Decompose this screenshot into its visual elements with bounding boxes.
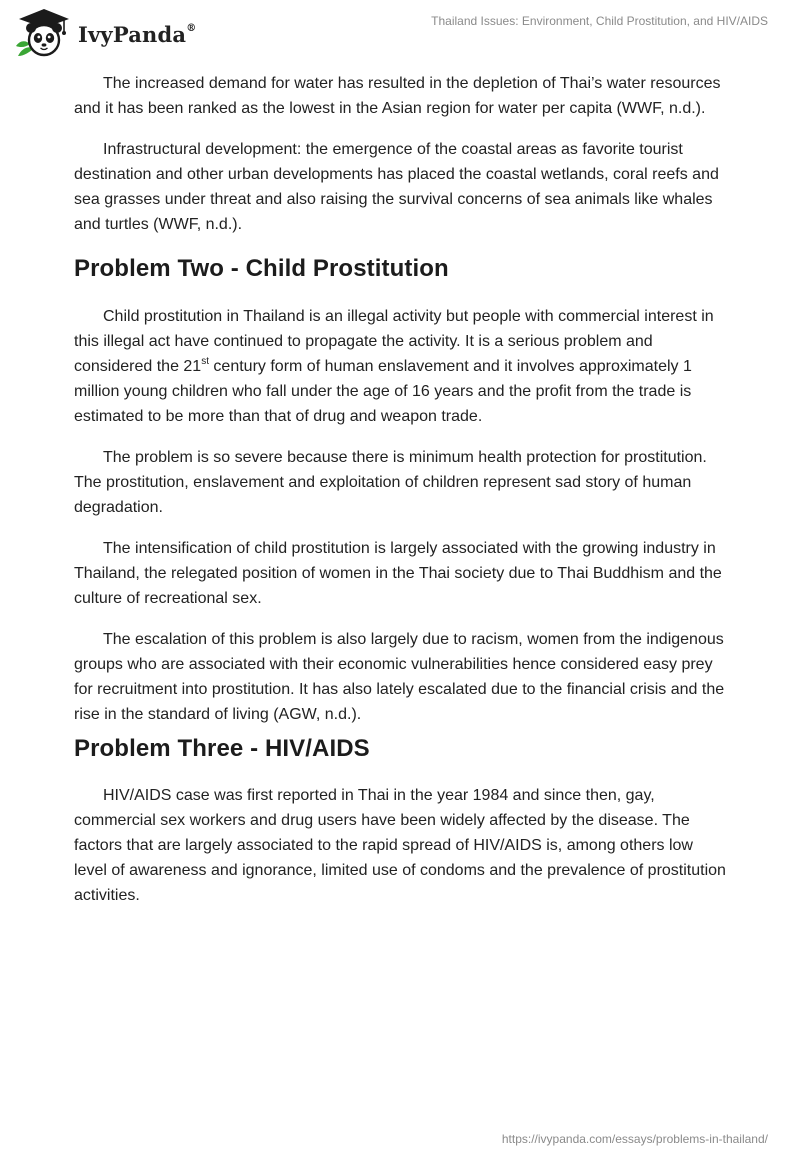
ordinal-suffix: st <box>201 356 209 367</box>
paragraph-water-resources: The increased demand for water has resulted in the depletion of Thai’s water resources and it has been ranked as the lowest in the Asian region for water per capita (WWF, n.d.). <box>74 75 721 117</box>
document-title: Thailand Issues: Environment, Child Prostitution, and HIV/AIDS <box>431 14 768 28</box>
heading-problem-two: Problem Two - Child Prostitution <box>74 255 449 282</box>
paragraph-escalation: The escalation of this problem is also largely due to racism, women from the indigenous groups who are associated with their economic vulnerabilities hence considered easy prey for recruitment into prostitution. It has also lately escalated due to the financial crisis and the rise in the standard of living (AGW, n.d.). <box>74 631 725 723</box>
paragraph-child-prostitution-part2: century form of human enslavement and it involves approximately 1 million young children who fall under the age of 16 years and the profit from the trade is estimated to be more than that of drug and weapon trade. <box>74 358 692 425</box>
paragraph-child-prostitution-part1: Child prostitution in Thailand is an illegal activity but people with commercial interest in this illegal act have continued to propagate the activity. It is a serious problem and considered the 21 <box>74 308 714 375</box>
paragraph-severity: The problem is so severe because there is minimum health protection for prostitution. The prostitution, enslavement and exploitation of children represent sad story of human degradation. <box>74 449 707 516</box>
heading-problem-three: Problem Three - HIV/AIDS <box>74 735 370 762</box>
paragraph-child-prostitution <box>74 304 728 429</box>
brand-name <box>78 22 196 47</box>
panda-graduate-icon <box>14 6 74 60</box>
ivypanda-logo[interactable] <box>14 6 214 62</box>
paragraph-infrastructure: Infrastructural development: the emergence of the coastal areas as favorite tourist destination and other urban developments has placed the coastal wetlands, coral reefs and sea grasses under threat and also raising the survival concerns of sea animals like whales and turtles (WWF, n.d.). <box>74 141 719 233</box>
paragraph-intensification: The intensification of child prostitution is largely associated with the growing industry in Thailand, the relegated position of women in the Thai society due to Thai Buddhism and the culture of recreational sex. <box>74 540 722 607</box>
registered-mark: ® <box>186 23 197 34</box>
brand-text: IvyPanda <box>78 22 187 47</box>
paragraph-hiv-aids: HIV/AIDS case was first reported in Thai in the year 1984 and since then, gay, commercial sex workers and drug users have been widely affected by the disease. The factors that are largely associated to the rapid spread of HIV/AIDS is, among others low level of awareness and ignorance, limited use of condoms and the prevalence of prostitution activities. <box>74 787 726 904</box>
source-url[interactable]: https://ivypanda.com/essays/problems-in-thailand/ <box>501 1132 768 1146</box>
essay-content <box>74 71 728 908</box>
page-header <box>0 0 800 70</box>
